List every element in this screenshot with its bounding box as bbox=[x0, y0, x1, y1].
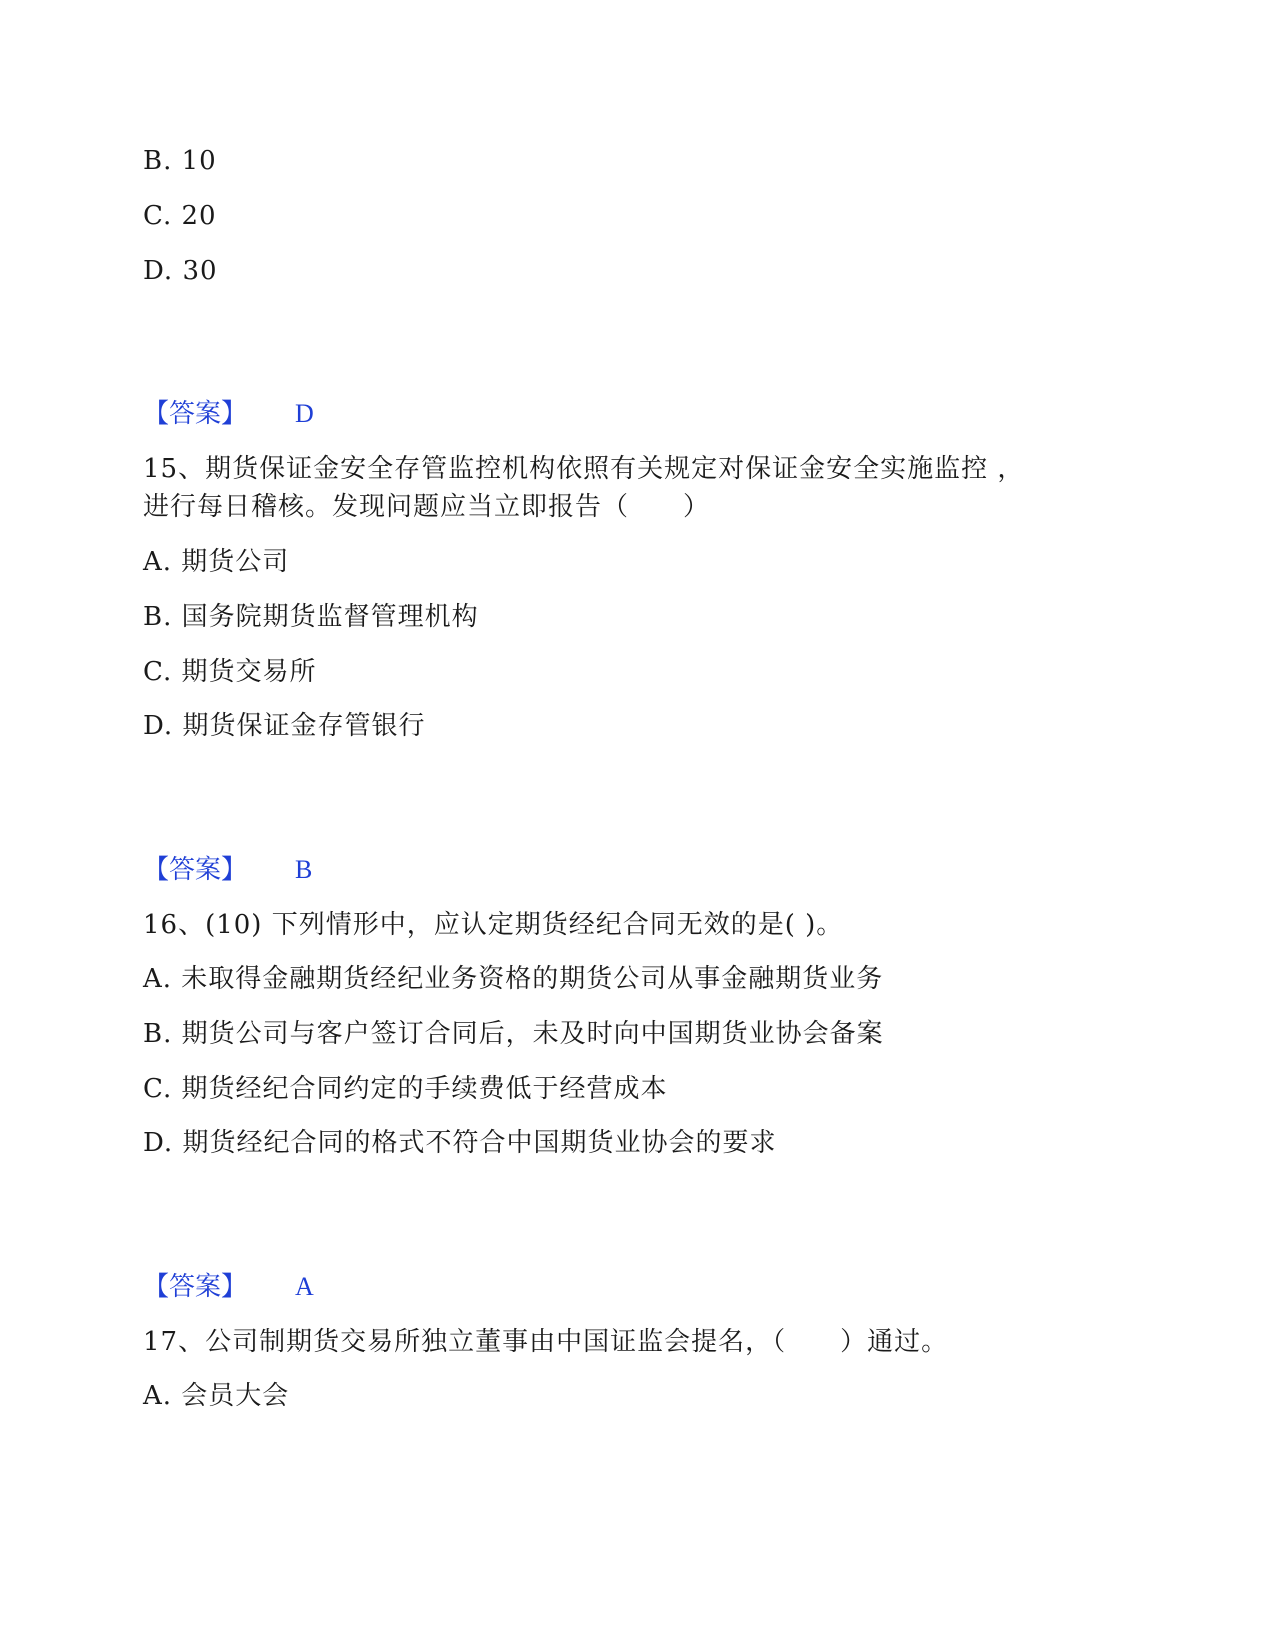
q14-option-b: B. 10 bbox=[143, 146, 217, 176]
q15-option-b: B. 国务院期货监督管理机构 bbox=[143, 602, 479, 632]
q17-option-a: A. 会员大会 bbox=[143, 1381, 290, 1411]
q15-option-d: D. 期货保证金存管银行 bbox=[143, 711, 426, 741]
q16-option-a: A. 未取得金融期货经纪业务资格的期货公司从事金融期货业务 bbox=[143, 964, 884, 994]
answer-value: D bbox=[295, 399, 314, 428]
answer-value: A bbox=[295, 1272, 314, 1301]
q15-stem-line-2: 进行每日稽核。发现问题应当立即报告（ ） bbox=[143, 492, 711, 522]
q16-stem: 16、(10) 下列情形中，应认定期货经纪合同无效的是( )。 bbox=[143, 910, 844, 940]
answer-label: 【答案】 bbox=[143, 1272, 248, 1302]
q16-answer bbox=[143, 1270, 314, 1304]
q16-option-b: B. 期货公司与客户签订合同后，未及时向中国期货业协会备案 bbox=[143, 1019, 884, 1049]
q15-option-c: C. 期货交易所 bbox=[143, 657, 317, 687]
q14-answer bbox=[143, 397, 314, 431]
q16-option-d: D. 期货经纪合同的格式不符合中国期货业协会的要求 bbox=[143, 1128, 777, 1158]
q15-answer bbox=[143, 853, 312, 887]
q14-option-c: C. 20 bbox=[143, 201, 217, 231]
answer-label: 【答案】 bbox=[143, 399, 248, 429]
q16-option-c: C. 期货经纪合同约定的手续费低于经营成本 bbox=[143, 1074, 668, 1104]
q15-option-a: A. 期货公司 bbox=[143, 547, 290, 577]
answer-value: B bbox=[295, 855, 313, 884]
q14-option-d: D. 30 bbox=[143, 256, 218, 286]
q17-stem: 17、公司制期货交易所独立董事由中国证监会提名，（ ）通过。 bbox=[143, 1327, 949, 1357]
answer-label: 【答案】 bbox=[143, 855, 248, 885]
q15-stem-line-1: 15、期货保证金安全存管监控机构依照有关规定对保证金安全实施监控 ， bbox=[143, 454, 1025, 484]
